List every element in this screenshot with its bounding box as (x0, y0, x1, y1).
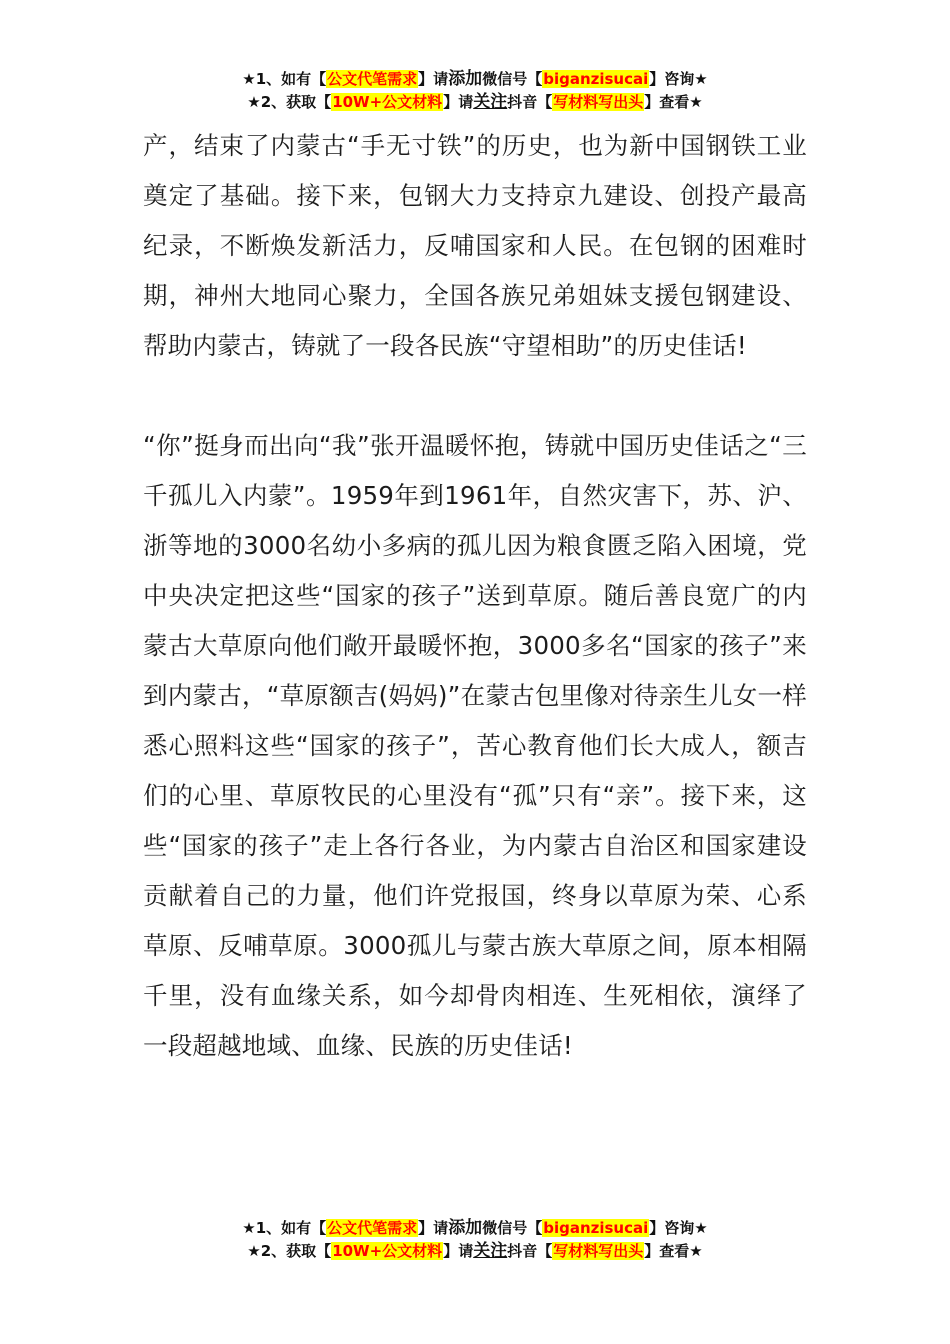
paragraph-spacer (143, 371, 807, 421)
banner-text: 】请 (443, 93, 474, 111)
paragraph-2: “你”挺身而出向“我”张开温暖怀抱，铸就中国历史佳话之“三千孤儿入内蒙”。1959年到1961年，自然灾害下，苏、沪、浙等地的3000名幼小多病的孤儿因为粮食匮乏陷入困境，党中央决定把这些“国家的孩子”送到草原。随后善良宽广的内蒙古大草原向他们敞开最暖怀抱，3000多名“国家的孩子”来到内蒙古，“草原额吉(妈妈)”在蒙古包里像对待亲生儿女一样悉心照料这些“国家的孩子”，苦心教育他们长大成人，额吉们的心里、草原牧民的心里没有“孤”只有“亲”。接下来，这些“国家的孩子”走上各行各业，为内蒙古自治区和国家建设贡献着自己的力量，他们许党报国，终身以草原为荣、心系草原、反哺草原。3000孤儿与蒙古族大草原之间，原本相隔千里，没有血缘关系，如今却骨肉相连、生死相依，演绎了一段超越地域、血缘、民族的历史佳话! (143, 431, 807, 1060)
banner-text: 】查看★ (644, 93, 703, 111)
banner-text: 微信号【 (482, 70, 543, 88)
banner-line-2 (0, 1240, 950, 1263)
banner-text: 】请 (418, 70, 449, 88)
footer-banner (0, 1217, 950, 1263)
banner-text: ★2、获取【 (247, 93, 332, 111)
banner-text: 】请 (443, 1242, 474, 1260)
banner-text: 】咨询★ (649, 70, 708, 88)
banner-emphasis: 添加 (448, 1218, 483, 1238)
banner-text: 微信号【 (482, 1219, 543, 1237)
banner-highlight: 写材料写出头 (553, 1242, 644, 1260)
banner-line-1 (0, 1217, 950, 1240)
banner-text: ★1、如有【 (242, 1219, 327, 1237)
banner-emphasis: 添加 (448, 69, 483, 89)
banner-highlight: biganzisucai (543, 70, 649, 88)
paragraph-1: 产，结束了内蒙古“手无寸铁”的历史，也为新中国钢铁工业奠定了基础。接下来，包钢大力支持京九建设、创投产最高纪录，不断焕发新活力，反哺国家和人民。在包钢的困难时期，神州大地同心聚力，全国各族兄弟姐妹支援包钢建设、帮助内蒙古，铸就了一段各民族“守望相助”的历史佳话! (143, 131, 807, 360)
banner-text: 】查看★ (644, 1242, 703, 1260)
banner-text: 抖音【 (507, 93, 553, 111)
banner-text: ★2、获取【 (247, 1242, 332, 1260)
banner-highlight: 写材料写出头 (553, 93, 644, 111)
banner-emphasis: 关注 (473, 1241, 508, 1261)
banner-highlight: 10W+公文材料 (332, 1242, 443, 1260)
banner-line-1 (0, 68, 950, 91)
banner-highlight: 公文代笔需求 (327, 1219, 418, 1237)
header-banner (0, 68, 950, 114)
banner-text: 】请 (418, 1219, 449, 1237)
banner-highlight: 10W+公文材料 (332, 93, 443, 111)
banner-text: 抖音【 (507, 1242, 553, 1260)
banner-emphasis: 关注 (473, 92, 508, 112)
banner-text: 】咨询★ (649, 1219, 708, 1237)
banner-line-2 (0, 91, 950, 114)
document-body (143, 121, 807, 1071)
banner-highlight: 公文代笔需求 (327, 70, 418, 88)
banner-text: ★1、如有【 (242, 70, 327, 88)
banner-highlight: biganzisucai (543, 1219, 649, 1237)
